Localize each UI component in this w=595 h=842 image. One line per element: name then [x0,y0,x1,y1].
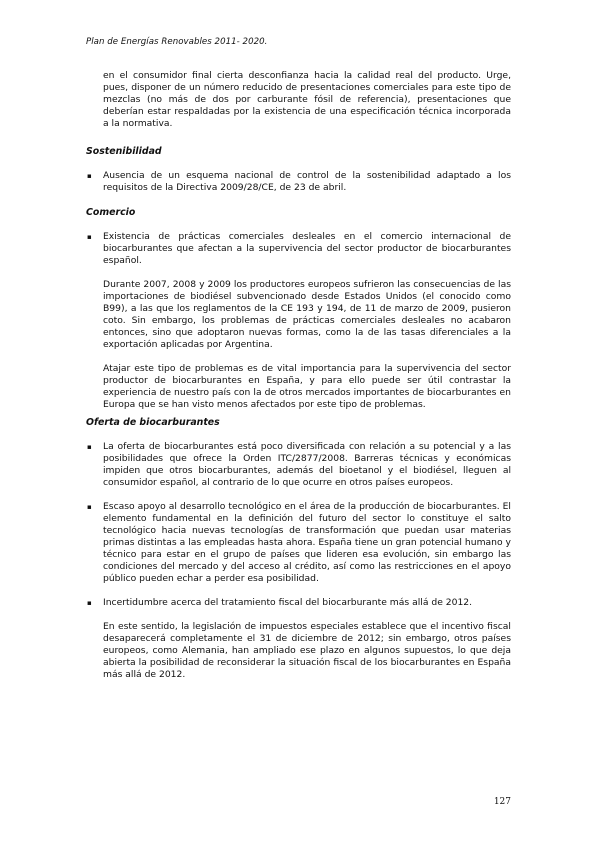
document-body [86,70,511,681]
bullet-text: Escaso apoyo al desarrollo tecnológico en el área de la producción de biocarburantes. El elemento fundamental en la definición del futuro del sector lo constituye el salto tecnológico hacia nuevas tecnologías de transformación que puedan usar materias primas distintas a las empleadas hasta ahora. España tiene un gran potencial humano y técnico para estar en el grupo de países que lideren esa evolución, sin embargo las condiciones del mercado y del acceso al crédito, así como las restricciones en el apoyo público pueden echar a perder esa posibilidad. [103,501,511,584]
square-bullet-icon: ▪ [87,233,92,241]
square-bullet-icon: ▪ [87,599,92,607]
section-title-sostenibilidad: Sostenibilidad [86,146,162,157]
bullet-text: Ausencia de un esquema nacional de control de la sostenibilidad adaptado a los requisitos de la Directiva 2009/28/CE, de 23 de abril. [103,170,511,193]
list-item [86,231,511,267]
comercio-paragraph-2: Atajar este tipo de problemas es de vital importancia para la supervivencia del sector productor de biocarburantes en España, y para ello puede ser útil contrastar la experiencia de nuestro país con la de otros mercados importantes de biocarburantes en Europa que se han visto menos afectados por este tipo de problemas. [103,363,511,410]
page-number: 127 [493,797,511,807]
section-title-comercio: Comercio [86,207,136,218]
oferta-paragraph-1: En este sentido, la legislación de impuestos especiales establece que el incentivo fiscal desaparecerá completamente el 31 de diciembre de 2012; sin embargo, otros países europeos, como Alemania, han ampliado ese plazo en algunos supuestos, lo que deja abierta la posibilidad de reconsiderar la situación fiscal de los biocarburantes en España más allá de 2012. [103,621,511,680]
square-bullet-icon: ▪ [87,503,92,511]
section-title-oferta: Oferta de biocarburantes [86,417,220,428]
comercio-paragraph-1: Durante 2007, 2008 y 2009 los productores europeos sufrieron las consecuencias de las importaciones de biodiésel subvencionado desde Estados Unidos (el conocido como B99), a las que los reglamentos de la CE 193 y 194, de 11 de marzo de 2009, pusieron coto. Sin embargo, los problemas de prácticas comerciales desleales no acabaron entonces, sino que adoptaron nuevas formas, como la de las tasas diferenciales a la exportación aplicadas por Argentina. [103,279,511,350]
bullet-text: La oferta de biocarburantes está poco diversificada con relación a su potencial y a las posibilidades que ofrece la Orden ITC/2877/2008. Barreras técnicas y económicas impiden que otros biocarburantes, además del bioetanol y el biodiésel, lleguen al consumidor español, al contrario de lo que ocurre en otros países europeos. [103,441,511,488]
square-bullet-icon: ▪ [87,443,92,451]
list-item [86,597,511,609]
running-header: Plan de Energías Renovables 2011- 2020. [86,37,268,47]
list-item [86,441,511,489]
intro-paragraph: en el consumidor final cierta desconfianza hacia la calidad real del producto. Urge, pues, disponer de un número reducido de presentaciones comerciales para este tipo de mezclas (no más de dos por carburante fósil de referencia), presentaciones que deberían estar respaldadas por la existencia de una especificación técnica incorporada a la normativa. [103,70,511,129]
square-bullet-icon: ▪ [87,172,92,180]
list-item [86,170,511,194]
bullet-text: Existencia de prácticas comerciales desleales en el comercio internacional de biocarburantes que afectan a la supervivencia del sector productor de biocarburantes español. [103,231,511,266]
list-item [86,501,511,585]
bullet-text: Incertidumbre acerca del tratamiento fiscal del biocarburante más allá de 2012. [103,597,473,608]
